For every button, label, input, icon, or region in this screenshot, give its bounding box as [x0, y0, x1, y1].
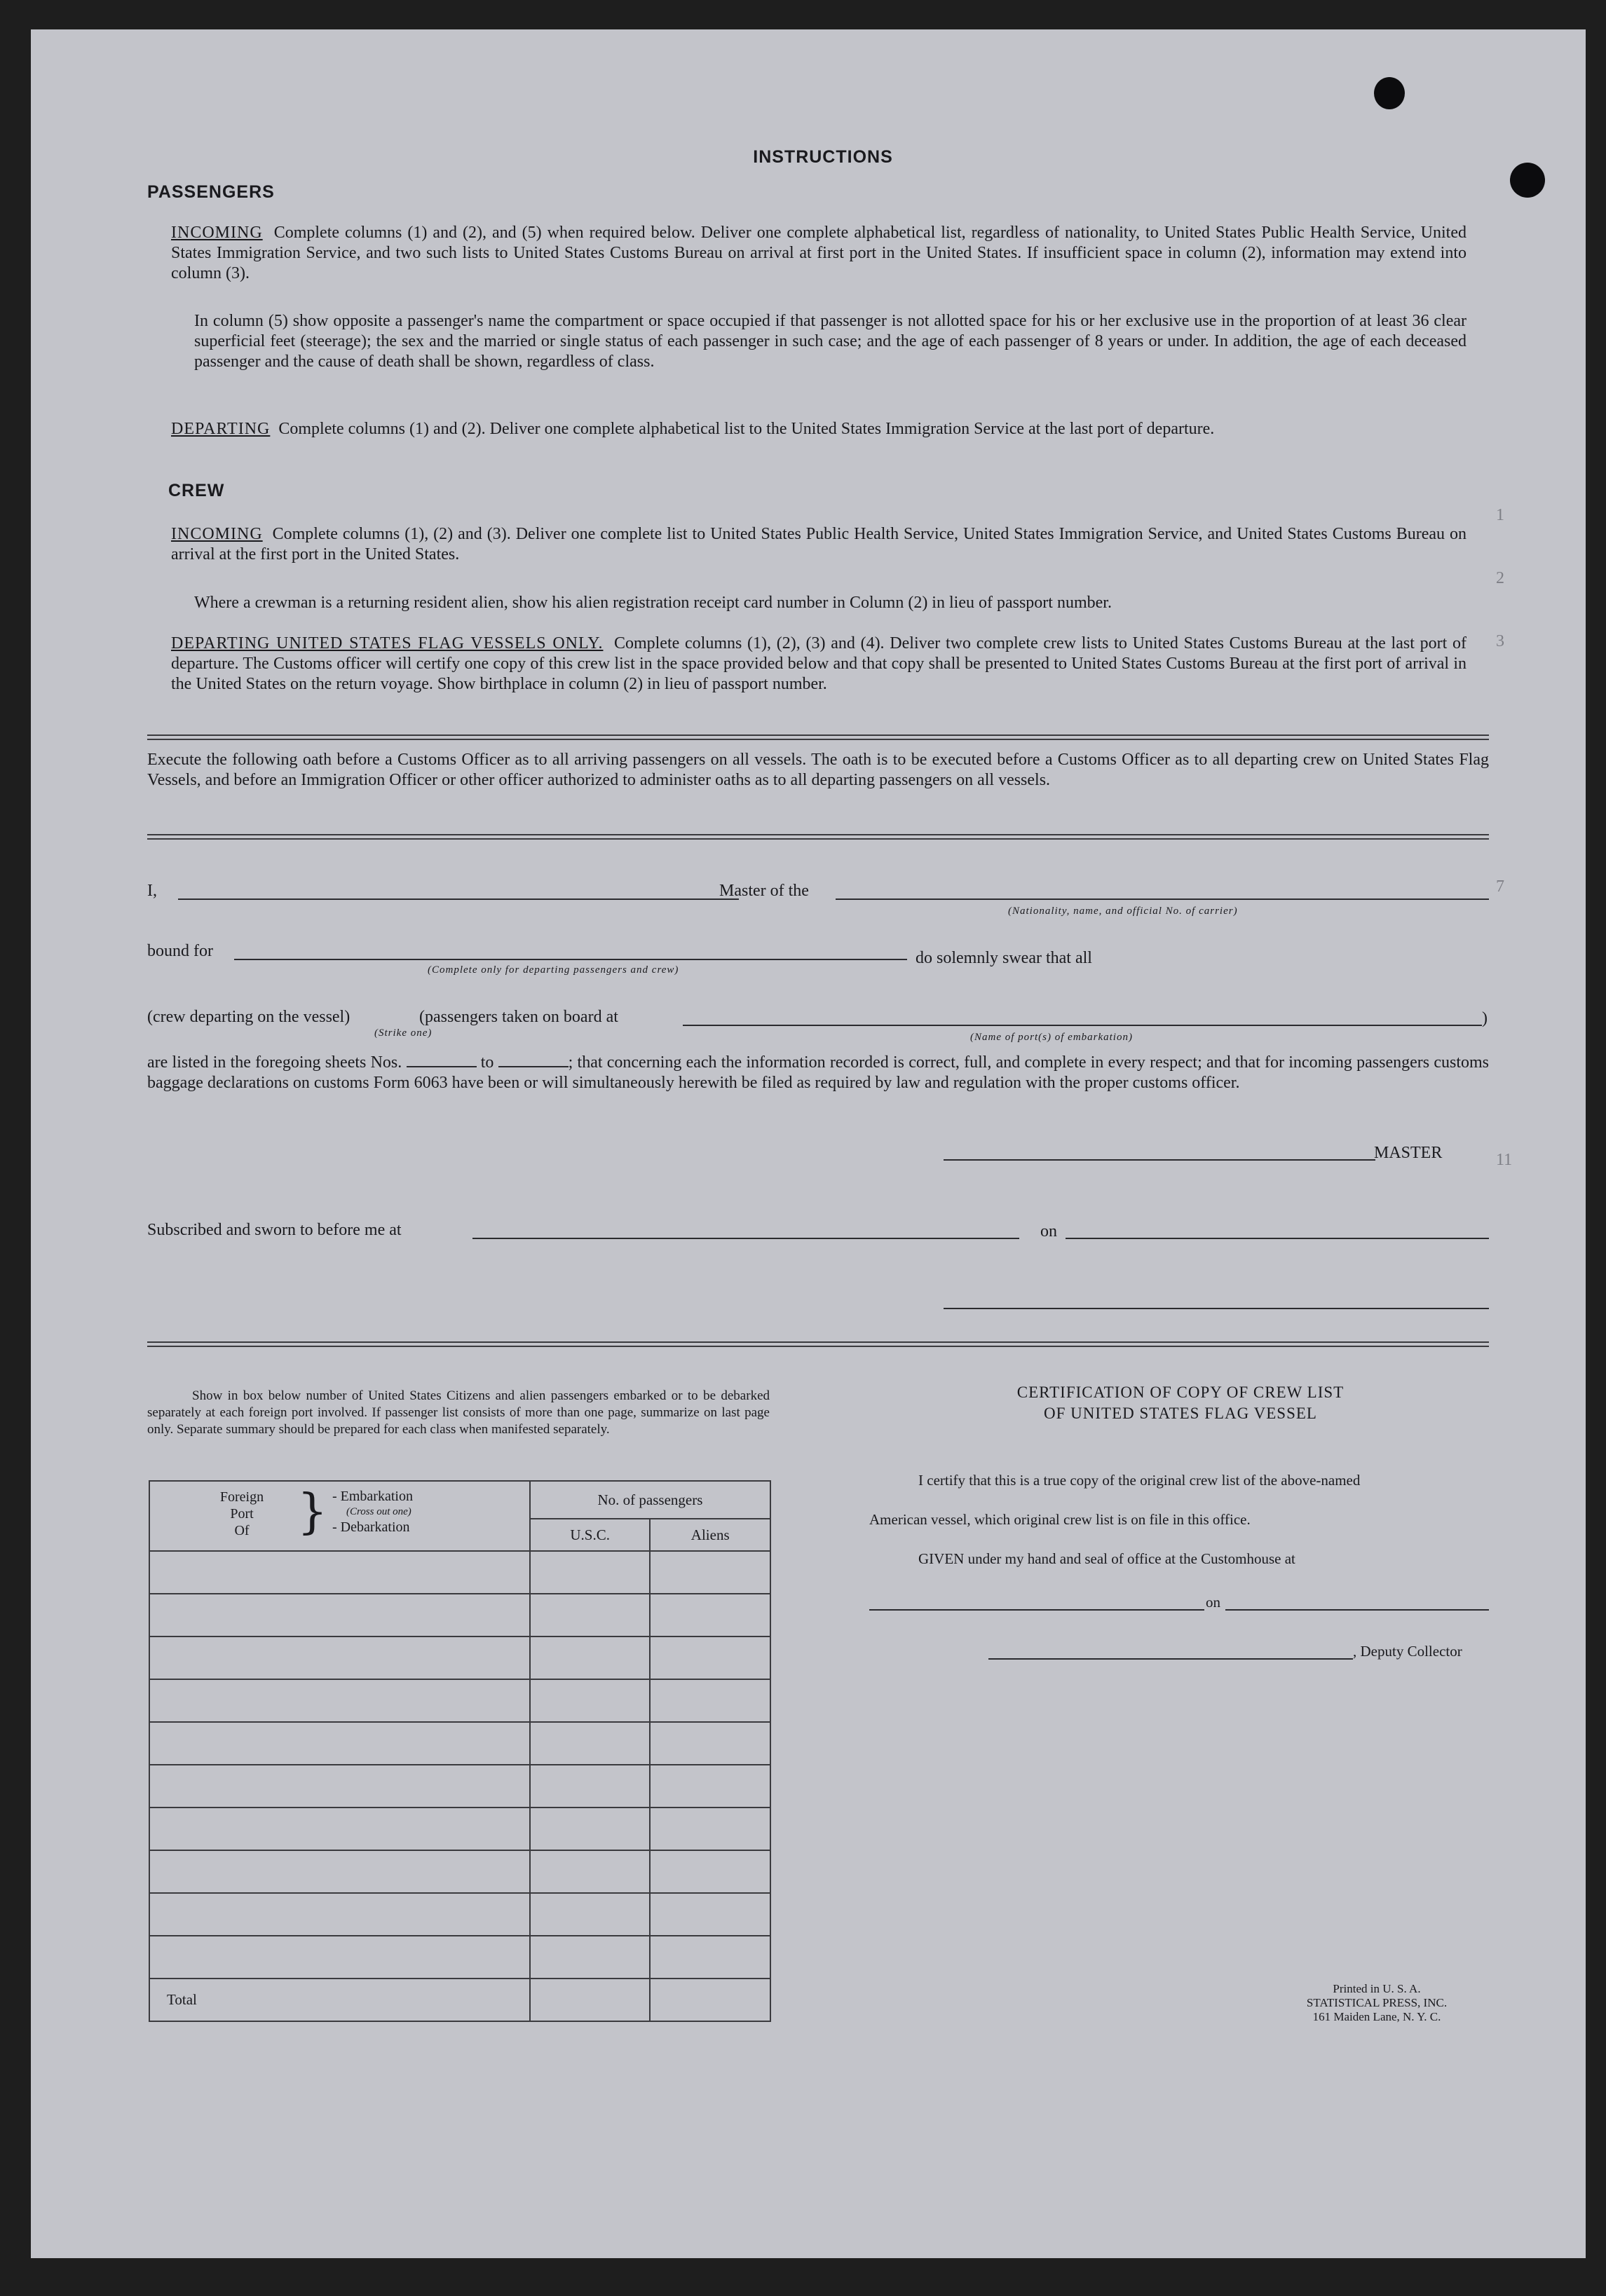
- given-line: GIVEN under my hand and seal of office at the Customhouse at: [918, 1550, 1295, 1567]
- port-cell[interactable]: [149, 1850, 530, 1893]
- listed-start-text: are listed in the foregoing sheets Nos.: [147, 1053, 402, 1072]
- margin-mark: 3: [1496, 632, 1504, 650]
- port-cell[interactable]: [149, 1808, 530, 1850]
- crew-departing-label: DEPARTING UNITED STATES FLAG VESSELS ONLY.: [171, 634, 604, 652]
- table-row: [149, 1679, 770, 1722]
- deputy-signature-field[interactable]: [988, 1658, 1353, 1660]
- usc-cell[interactable]: [530, 1722, 651, 1765]
- usc-cell[interactable]: [530, 1850, 651, 1893]
- usc-cell[interactable]: [530, 1893, 651, 1936]
- master-name-field[interactable]: [178, 898, 739, 900]
- aliens-cell[interactable]: [650, 1808, 770, 1850]
- table-row: [149, 1636, 770, 1679]
- printer-line3: 161 Maiden Lane, N. Y. C.: [1312, 2010, 1441, 2023]
- crew-incoming-text: Complete columns (1), (2) and (3). Deliver one complete list to United States Public Health Service, United States Immigration Service, and United States Customs Bureau on arrival at the first port in the United States.: [171, 525, 1467, 563]
- usc-header: U.S.C.: [530, 1519, 651, 1551]
- printer-imprint: [1272, 1982, 1482, 2024]
- listed-end-text: ; that concerning each the information recorded is correct, full, and complete in every respect; and that for incoming passengers customs baggage declarations on customs Form 6063 have been or will simultaneously herewith be filed as required by law and regulation with the proper customs officer.: [147, 1053, 1490, 1092]
- sworn-on-label: on: [1040, 1222, 1057, 1241]
- strike-caption: (Strike one): [374, 1027, 433, 1039]
- aliens-cell[interactable]: [650, 1636, 770, 1679]
- no-of-passengers-header: No. of passengers: [530, 1481, 770, 1519]
- margin-mark: 2: [1496, 569, 1504, 587]
- port-cell[interactable]: [149, 1893, 530, 1936]
- passengers-departing-label: DEPARTING: [171, 420, 271, 438]
- foreign-port-header: [149, 1481, 530, 1551]
- port-cell[interactable]: [149, 1936, 530, 1979]
- divider: [147, 1341, 1489, 1343]
- deputy-collector-label: , Deputy Collector: [1353, 1643, 1462, 1660]
- usc-cell[interactable]: [530, 1636, 651, 1679]
- master-of-the-label: Master of the: [719, 882, 809, 900]
- bound-for-field[interactable]: [234, 959, 907, 960]
- margin-mark: 11: [1496, 1151, 1513, 1169]
- certify-line1: I certify that this is a true copy of the original crew list of the above-named: [918, 1472, 1361, 1489]
- foreign-port-text: [210, 1489, 273, 1539]
- table-row: [149, 1722, 770, 1765]
- divider: [147, 838, 1489, 840]
- debarkation-option: - Debarkation: [332, 1519, 410, 1535]
- total-row: [149, 1979, 770, 2021]
- master-label: MASTER: [1374, 1144, 1443, 1162]
- oath-i-label: I,: [147, 882, 157, 900]
- crew-heading: CREW: [168, 481, 225, 500]
- sworn-date-field[interactable]: [1066, 1238, 1489, 1239]
- sheet-to-field[interactable]: [498, 1053, 569, 1067]
- customhouse-field[interactable]: [869, 1609, 1204, 1611]
- port-cell[interactable]: [149, 1679, 530, 1722]
- usc-total-cell[interactable]: [530, 1979, 651, 2021]
- aliens-header: Aliens: [650, 1519, 770, 1551]
- divider: [147, 1346, 1489, 1347]
- oath-intro: Execute the following oath before a Customs Officer as to all arriving passengers on all vessels. The oath is to be executed before a Customs Officer as to all departing crew on United States Flag Vessels, and before an Immigration Officer or other officer authorized to administer oaths as to all departing passengers on all vessels.: [147, 751, 1489, 789]
- total-label: Total: [149, 1979, 530, 2021]
- summary-note: Show in box below number of United States Citizens and alien passengers embarked or to be debarked separately at each foreign port involved. If passenger list consists of more than one page, summarize on last page only. Separate summary should be prepared for each class when manifested separately.: [147, 1388, 770, 1437]
- aliens-cell[interactable]: [650, 1679, 770, 1722]
- port-cell[interactable]: [149, 1551, 530, 1594]
- to-label: to: [480, 1053, 494, 1072]
- port-cell[interactable]: [149, 1594, 530, 1636]
- crew-resident-paragraph: Where a crewman is a returning resident alien, show his alien registration receipt card number in Column (2) in lieu of passport number.: [194, 594, 1112, 612]
- certification-title: [865, 1382, 1496, 1424]
- ink-blot-top: [1374, 77, 1405, 109]
- certification-title-line1: CERTIFICATION OF COPY OF CREW LIST: [1016, 1383, 1345, 1401]
- certification-title-line2: OF UNITED STATES FLAG VESSEL: [1044, 1405, 1317, 1422]
- passenger-summary-table: [149, 1480, 771, 2022]
- officer-signature-field[interactable]: [944, 1308, 1489, 1309]
- usc-cell[interactable]: [530, 1679, 651, 1722]
- port-label: Port: [230, 1506, 254, 1522]
- carrier-field[interactable]: [836, 898, 1489, 900]
- usc-cell[interactable]: [530, 1594, 651, 1636]
- certify-line2: American vessel, which original crew list is on file in this office.: [869, 1511, 1251, 1528]
- usc-cell[interactable]: [530, 1765, 651, 1808]
- port-cell[interactable]: [149, 1636, 530, 1679]
- sheet-from-field[interactable]: [407, 1053, 477, 1067]
- cross-out-caption: (Cross out one): [346, 1506, 411, 1517]
- bound-for-caption: (Complete only for departing passengers and crew): [428, 964, 679, 976]
- sworn-place-field[interactable]: [472, 1238, 1019, 1239]
- margin-mark: 7: [1496, 877, 1504, 896]
- printer-line2: STATISTICAL PRESS, INC.: [1306, 1996, 1448, 2009]
- aliens-cell[interactable]: [650, 1551, 770, 1594]
- printer-line1: Printed in U. S. A.: [1333, 1982, 1421, 1995]
- crew-departing-paragraph: [171, 634, 1467, 695]
- aliens-cell[interactable]: [650, 1594, 770, 1636]
- passengers-incoming-label: INCOMING: [171, 224, 263, 242]
- passengers-departing-paragraph: [171, 419, 1467, 439]
- margin-mark: 1: [1496, 506, 1504, 524]
- divider: [147, 834, 1489, 835]
- table-row: [149, 1936, 770, 1979]
- usc-cell[interactable]: [530, 1551, 651, 1594]
- table-row: [149, 1765, 770, 1808]
- certification-on-label: on: [1206, 1594, 1220, 1611]
- swear-label: do solemnly swear that all: [916, 949, 1092, 967]
- port-caption: (Name of port(s) of embarkation): [970, 1032, 1133, 1043]
- foreign-label: Foreign: [219, 1489, 264, 1505]
- table-row: [149, 1594, 770, 1636]
- table-row: [149, 1808, 770, 1850]
- passengers-taken-option: (passengers taken on board at: [419, 1008, 618, 1026]
- crew-departing-text: Complete columns (1), (2), (3) and (4). Deliver two complete crew lists to United States Customs Bureau at the last port of departure. The Customs officer will certify one copy of this crew list in the space provided below and that copy shall be presented to United States Customs Bureau at the first port of arrival in the United States on the return voyage. Show birthplace in column (2) in lieu of passport number.: [171, 634, 1467, 693]
- close-paren: ): [1482, 1009, 1488, 1027]
- divider: [147, 739, 1489, 740]
- crew-incoming-paragraph: [171, 524, 1467, 565]
- passengers-departing-text: Complete columns (1) and (2). Deliver one complete alphabetical list to the United States Immigration Service at the last port of departure.: [278, 420, 1215, 438]
- aliens-cell[interactable]: [650, 1936, 770, 1979]
- usc-cell[interactable]: [530, 1808, 651, 1850]
- embark-options: [332, 1489, 413, 1535]
- aliens-cell[interactable]: [650, 1765, 770, 1808]
- port-cell[interactable]: [149, 1722, 530, 1765]
- aliens-cell[interactable]: [650, 1722, 770, 1765]
- passengers-incoming-text: Complete columns (1) and (2), and (5) when required below. Deliver one complete alphabetical list, regardless of nationality, to United States Public Health Service, United States Immigration Service, and two such lists to United States Customs Bureau on arrival at first port in the United States. If insufficient space in column (2), information may extend into column (3).: [171, 224, 1467, 282]
- oath-listed-paragraph: [147, 1053, 1489, 1093]
- port-cell[interactable]: [149, 1765, 530, 1808]
- subscribed-label: Subscribed and sworn to before me at: [147, 1221, 402, 1239]
- master-signature-field[interactable]: [944, 1159, 1375, 1161]
- aliens-total-cell[interactable]: [650, 1979, 770, 2021]
- table-row: [149, 1893, 770, 1936]
- divider: [147, 734, 1489, 736]
- embarkation-port-field[interactable]: [683, 1025, 1482, 1026]
- page-title: INSTRUCTIONS: [753, 147, 893, 167]
- ink-blot-right: [1510, 163, 1545, 198]
- column5-paragraph: In column (5) show opposite a passenger's name the compartment or space occupied if that passenger is not allotted space for his or her exclusive use in the proportion of at least 36 clear superficial feet (steerage); the sex and the married or single status of each passenger in such case; and the age of each passenger of 8 years or under. In addition, the age of each deceased passenger and the cause of death shall be shown, regardless of class.: [194, 312, 1467, 371]
- crew-departing-option: (crew departing on the vessel): [147, 1008, 351, 1026]
- aliens-cell[interactable]: [650, 1893, 770, 1936]
- embarkation-option: - Embarkation: [332, 1489, 413, 1504]
- table-row: [149, 1551, 770, 1594]
- certification-date-field[interactable]: [1225, 1609, 1489, 1611]
- passengers-heading: PASSENGERS: [147, 182, 275, 202]
- carrier-caption: (Nationality, name, and official No. of carrier): [1008, 906, 1238, 917]
- table-row: [149, 1850, 770, 1893]
- bound-for-label: bound for: [147, 942, 213, 960]
- passengers-incoming-paragraph: [171, 223, 1467, 284]
- usc-cell[interactable]: [530, 1936, 651, 1979]
- of-label: Of: [234, 1523, 250, 1538]
- brace-icon: }: [297, 1484, 328, 1540]
- crew-incoming-label: INCOMING: [171, 525, 263, 543]
- table-header-row: [149, 1481, 770, 1519]
- aliens-cell[interactable]: [650, 1850, 770, 1893]
- form-page: [31, 29, 1586, 2258]
